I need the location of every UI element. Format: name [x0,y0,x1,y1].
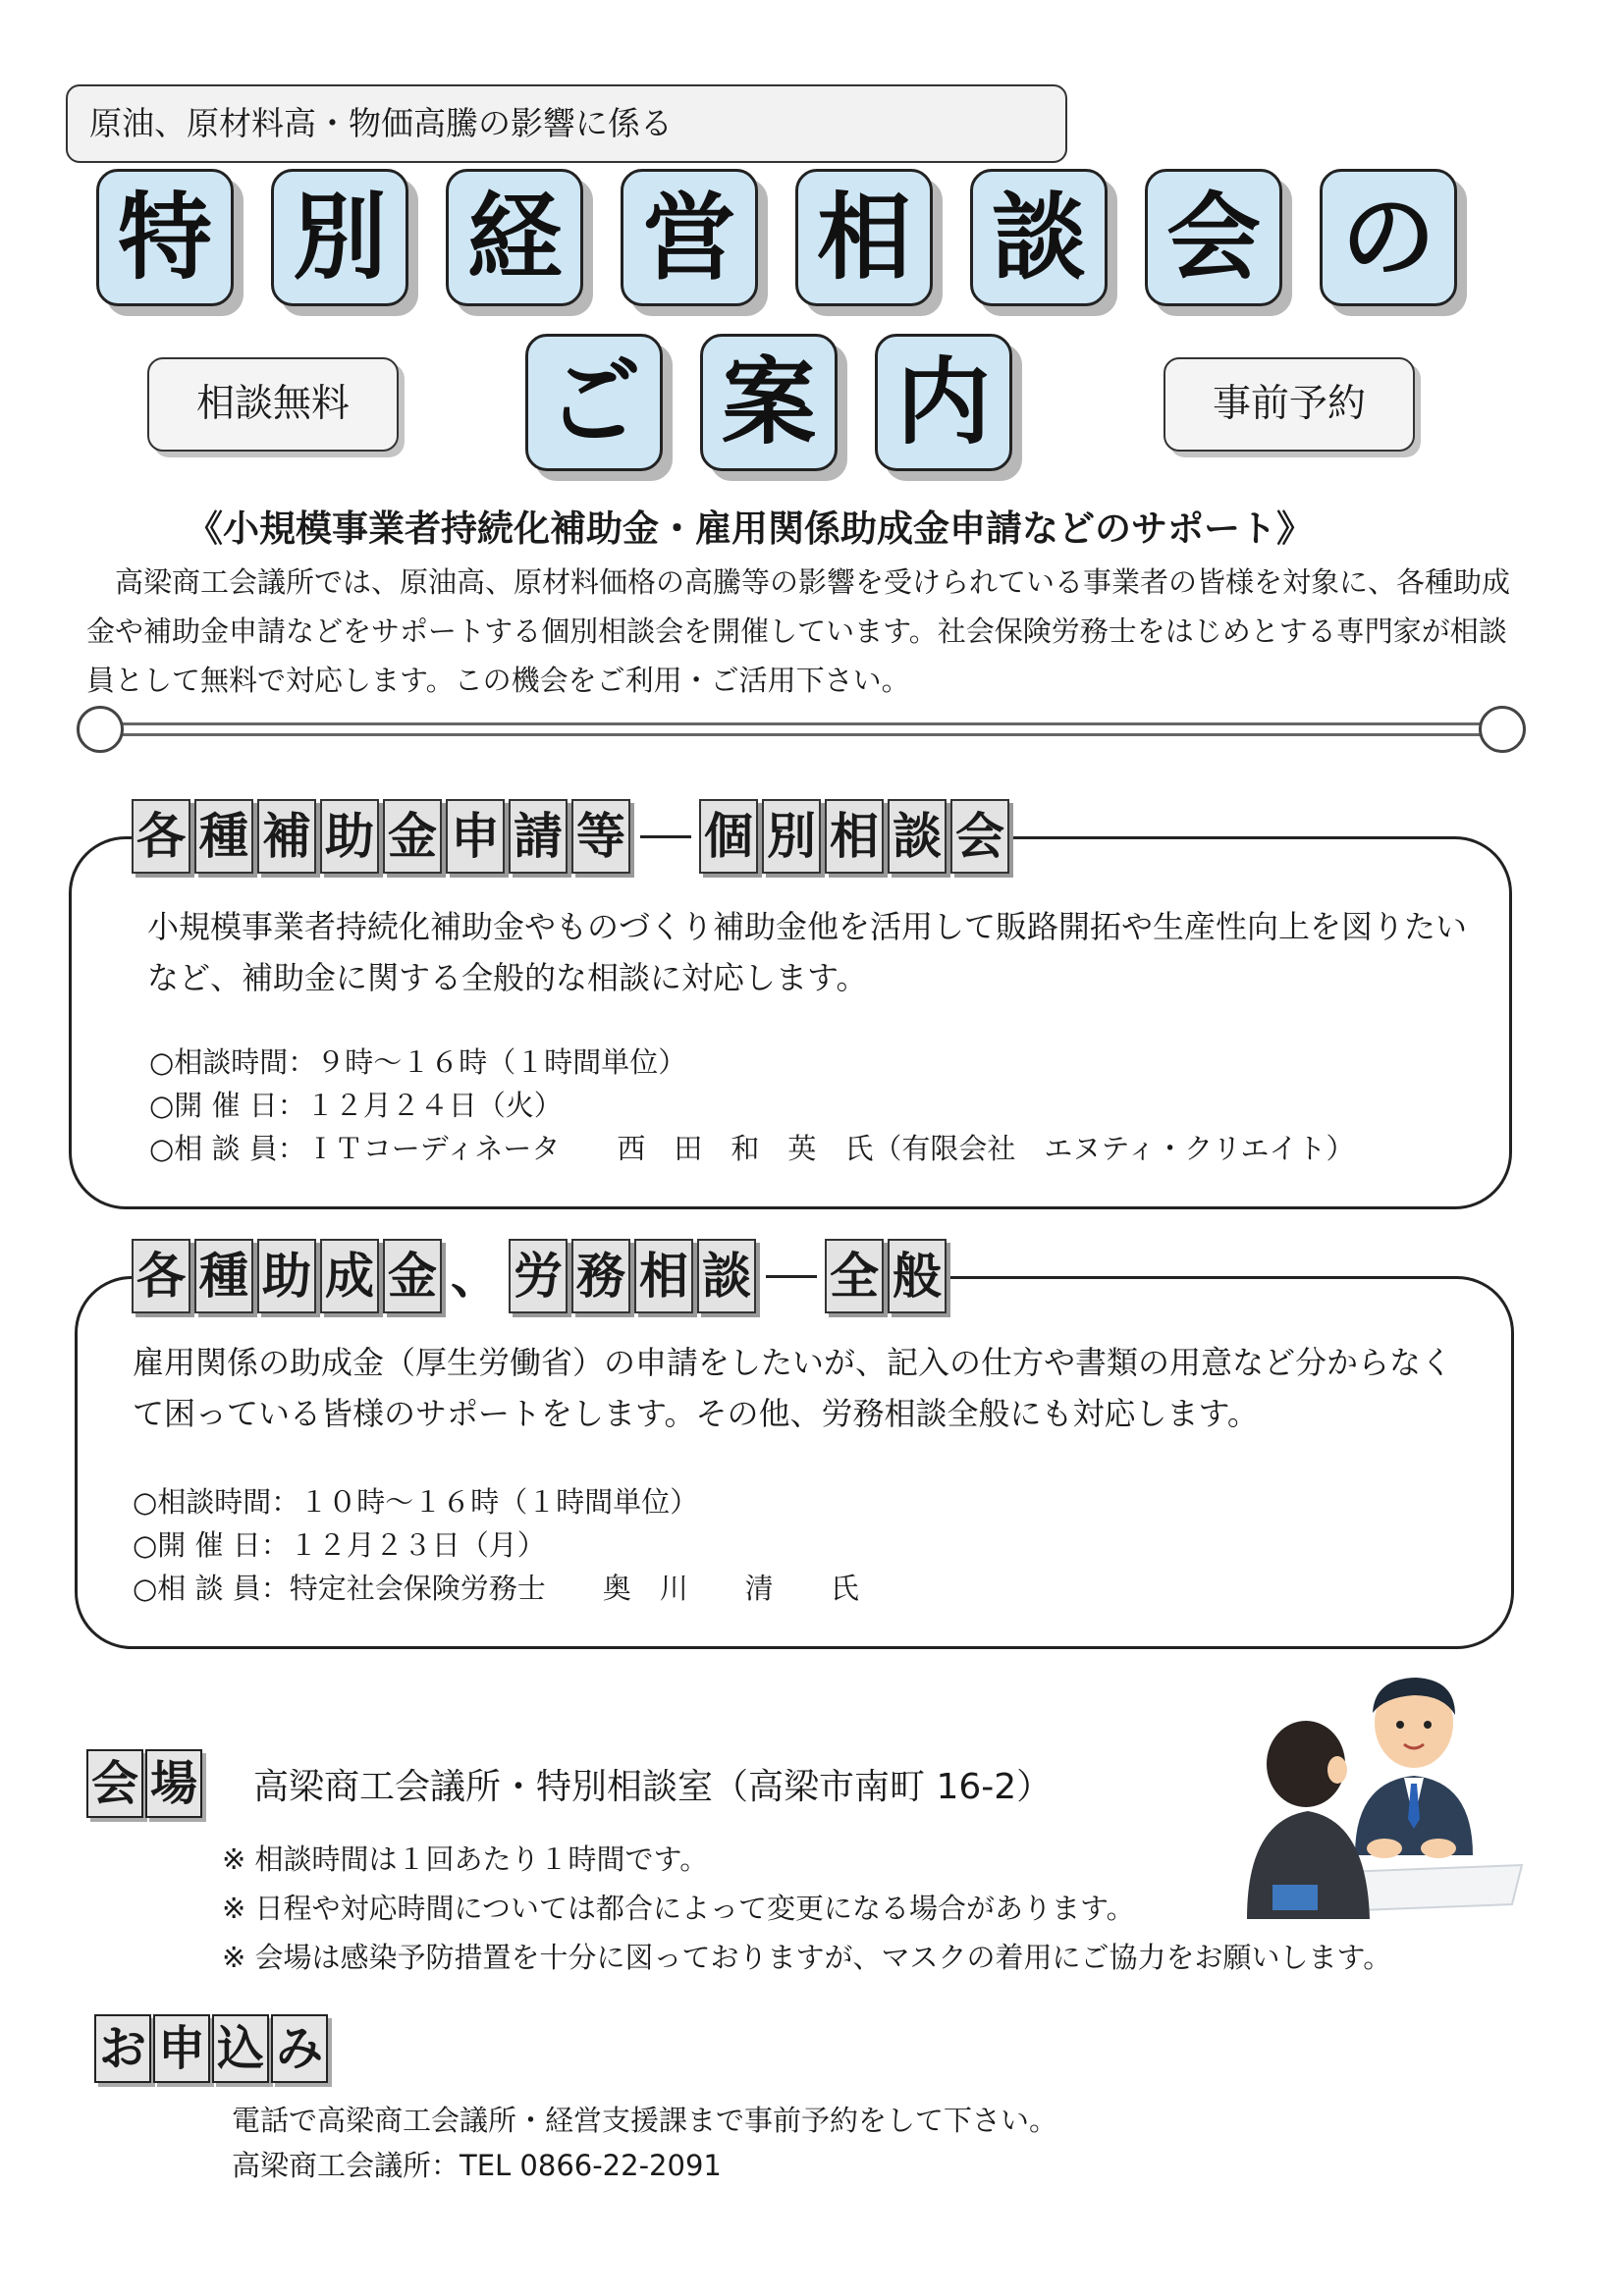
header-char: 助 [320,799,379,874]
title-char: の [1320,169,1457,306]
header-char: 成 [320,1239,379,1313]
header-char: 各 [132,799,190,874]
header-char: 全 [825,1239,884,1313]
section-subsidy-header-line [1006,836,1438,839]
apply-phone: 高梁商工会議所：TEL 0866-22-2091 [232,2149,722,2182]
section-labor-description: 雇用関係の助成金（厚生労働省）の申請をしたいが、記入の仕方や書類の用意など分からなくて困っている皆様のサポートをします。その他、労務相談全般にも対応します。 [133,1344,1453,1432]
venue-label-char: 会 [86,1749,143,1818]
section-subsidy-date: ○開 催 日：１２月２４日（火） [149,1089,563,1122]
header-char: 務 [571,1239,630,1313]
header-char: 等 [571,799,630,874]
venue-note: ※ 会場は感染予防措置を十分に図っておりますが、マスクの着用にご協力をお願いします。 [222,1941,1392,1974]
title-char: 談 [970,169,1108,306]
title-char: 会 [1145,169,1282,306]
subtitle-text: 原油、原材料高・物価高騰の影響に係る [89,104,673,142]
header-char: 種 [194,799,253,874]
venue-label-char: 場 [145,1749,202,1818]
title-char: 営 [621,169,758,306]
section-subsidy-description: 小規模事業者持続化補助金やものづくり補助金他を活用して販路開拓や生産性向上を図りたいなど、補助金に関する全般的な相談に対応します。 [147,908,1468,996]
header-char: 各 [132,1239,190,1313]
venue-text: 高梁商工会議所・特別相談室（高梁市南町 16-2） [253,1767,1053,1807]
subtitle-banner [66,84,1067,163]
venue-note: ※ 日程や対応時間については都合によって変更になる場合があります。 [222,1892,1135,1925]
header-char: 金 [383,799,442,874]
header-char: 、 [446,1239,505,1313]
venue-note: ※ 相談時間は１回あたり１時間です。 [222,1842,709,1876]
title-char: 内 [875,334,1012,471]
title-char: 案 [700,334,838,471]
badge-reservation: 事前予約 [1164,357,1415,452]
header-dash [640,835,691,838]
lead-heading: 《小規模事業者持続化補助金・雇用関係助成金申請などのサポート》 [187,507,1313,550]
section-subsidy-time: ○相談時間：９時～１６時（１時間単位） [149,1045,687,1079]
apply-instruction: 電話で高梁商工会議所・経営支援課まで事前予約をして下さい。 [232,2104,1058,2137]
header-char: 種 [194,1239,253,1313]
header-char: 助 [257,1239,316,1313]
title-char: 別 [271,169,408,306]
apply-label-char: 込 [212,2014,269,2083]
section-labor-staff: ○相 談 員：特定社会保険労務士 奥 川 清 氏 [133,1572,859,1605]
header-char: 談 [697,1239,756,1313]
title-char: 特 [96,169,234,306]
apply-label-char: み [271,2014,328,2083]
section-subsidy-staff: ○相 談 員：ＩＴコーディネータ 西 田 和 英 氏（有限会社 エヌティ・クリエイト） [149,1132,1355,1165]
section-subsidy-header [132,795,1013,878]
title-char: ご [525,334,663,471]
header-char: 般 [888,1239,947,1313]
apply-label-char: お [94,2014,151,2083]
title-char: 経 [446,169,583,306]
venue-label [86,1749,204,1818]
section-labor-header [132,1235,950,1317]
header-char: 相 [634,1239,693,1313]
section-labor-date: ○開 催 日：１２月２３日（月） [133,1528,546,1562]
apply-label-char: 申 [153,2014,210,2083]
header-dash [766,1275,817,1278]
intro-paragraph: 高梁商工会議所では、原油高、原材料価格の高騰等の影響を受けられている事業者の皆様を対象に、各種助成金や補助金申請などをサポートする個別相談会を開催しています。社会保険労務士をはじめとする専門家が相談員として無料で対応します。この機会をご利用・ご活用下さい。 [86,565,1511,697]
badge-free-consultation: 相談無料 [147,357,399,452]
header-char: 個 [699,799,758,874]
header-char: 補 [257,799,316,874]
consultation-people-icon [1237,1674,1532,1929]
header-char: 請 [509,799,568,874]
title-char: 相 [795,169,933,306]
section-labor-header-line [943,1276,1434,1279]
header-char: 申 [446,799,505,874]
divider [98,722,1492,736]
divider-end-right [1479,706,1526,753]
header-char: 労 [509,1239,568,1313]
divider-end-left [77,706,124,753]
header-char: 会 [950,799,1009,874]
header-char: 別 [762,799,821,874]
header-char: 談 [888,799,947,874]
header-char: 相 [825,799,884,874]
section-labor-time: ○相談時間：１０時～１６時（１時間単位） [133,1485,699,1519]
header-char: 金 [383,1239,442,1313]
apply-label [94,2014,330,2083]
